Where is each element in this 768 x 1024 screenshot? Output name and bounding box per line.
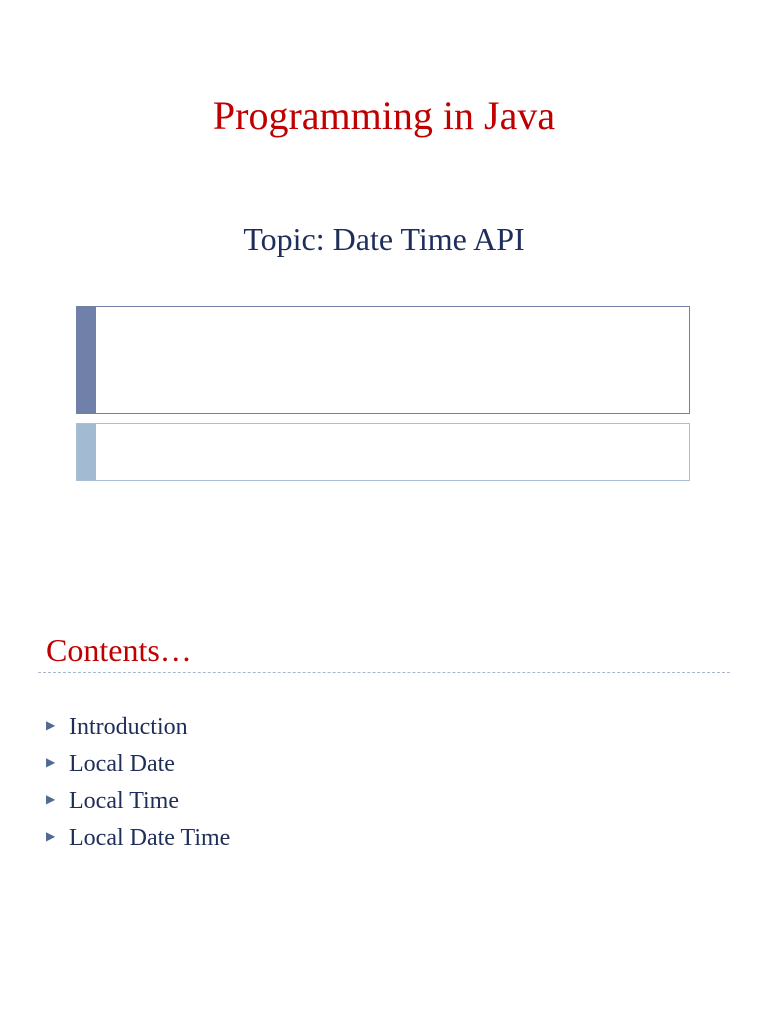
contents-slide bbox=[0, 590, 768, 1024]
list-item-label: Local Date bbox=[69, 751, 175, 777]
slide-subtitle: Topic: Date Time API bbox=[243, 221, 525, 257]
decorative-box-small bbox=[76, 423, 690, 481]
contents-list bbox=[46, 709, 230, 857]
triangle-right-icon: ▶ bbox=[46, 791, 56, 806]
triangle-right-icon: ▶ bbox=[46, 717, 56, 732]
decorative-box-large bbox=[76, 306, 690, 414]
slide-title: Programming in Java bbox=[212, 93, 556, 138]
triangle-right-icon: ▶ bbox=[46, 754, 56, 769]
triangle-right-icon: ▶ bbox=[46, 828, 56, 843]
list-item bbox=[46, 783, 230, 820]
list-item-label: Introduction bbox=[69, 714, 188, 740]
box-accent-bar bbox=[77, 424, 96, 480]
list-item bbox=[46, 746, 230, 783]
box-accent-bar bbox=[77, 307, 96, 413]
list-item bbox=[46, 709, 230, 746]
contents-heading: Contents… bbox=[46, 632, 192, 668]
heading-divider bbox=[38, 672, 730, 673]
list-item-label: Local Date Time bbox=[69, 825, 231, 851]
list-item-label: Local Time bbox=[69, 788, 180, 814]
list-item bbox=[46, 820, 230, 857]
